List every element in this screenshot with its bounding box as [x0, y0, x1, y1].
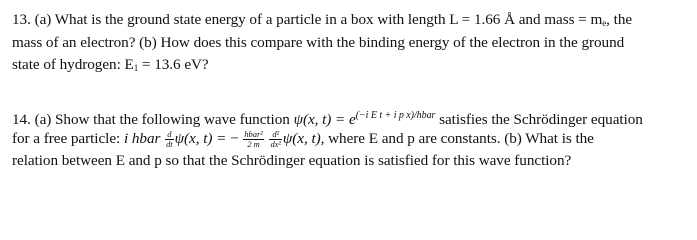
problem-14-text-1: 14. (a) Show that the following wave function	[12, 111, 294, 128]
fraction-denominator: dx²	[270, 138, 281, 149]
problem-13-text-1: 13. (a) What is the ground state energy of a particle in a box with length L = 1.66 Å and mass = m	[12, 11, 603, 28]
problem-13-line-3	[12, 54, 694, 77]
problem-14-line-1	[12, 105, 694, 128]
fraction-numerator: hbar²	[244, 129, 263, 139]
problem-13-text-3: state of hydrogen: E	[12, 56, 134, 73]
problem-13-line-1	[12, 9, 694, 32]
psi-term-right: ψ(x, t)	[282, 129, 321, 147]
wave-function-definition: ψ(x, t) = e	[293, 111, 356, 128]
wave-function-exponent: (−i E t + i p x)/hbar	[355, 110, 436, 121]
problem-13-line-2: mass of an electron? (b) How does this compare with the binding energy of the electron in the ground	[12, 33, 625, 51]
time-derivative-fraction	[165, 130, 174, 148]
fraction-denominator: dt	[166, 138, 173, 149]
problem-13	[12, 9, 694, 77]
fraction-denominator: 2 m	[247, 138, 260, 149]
problem-13-text-1-tail: , the	[606, 11, 633, 28]
energy-subscript: 1	[133, 63, 139, 73]
problem-14-line-3: relation between E and p so that the Schrödinger equation is satisfied for this wave function?	[12, 152, 572, 169]
hbar-over-2m-fraction	[243, 130, 263, 148]
problem-14-text-2-tail: , where E and p are constants. (b) What is the	[320, 129, 594, 147]
problem-14-line-2	[12, 128, 694, 151]
second-derivative-fraction	[269, 130, 281, 148]
i-hbar-term: i hbar	[123, 129, 161, 147]
problem-14	[12, 105, 694, 173]
problem-14-text-1-tail: satisfies the Schrödinger equation	[435, 111, 643, 128]
problem-14-text-2: for a free particle:	[12, 129, 124, 147]
problem-13-text-3-tail: = 13.6 eV?	[138, 56, 209, 73]
electron-subscript: e	[602, 18, 607, 28]
fraction-numerator: d	[165, 130, 174, 140]
minus-sign: −	[230, 129, 239, 147]
psi-term-left: ψ(x, t) =	[174, 129, 231, 147]
fraction-numerator: d²	[269, 130, 281, 140]
